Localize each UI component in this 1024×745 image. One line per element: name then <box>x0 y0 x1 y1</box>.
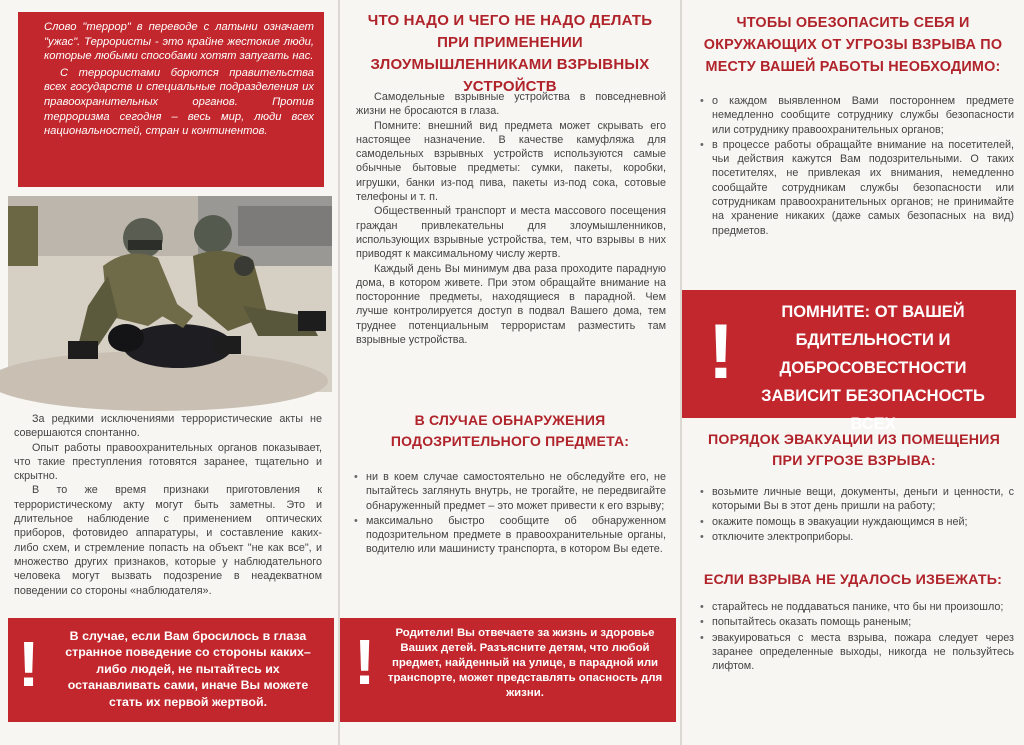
warning-box-left <box>8 618 334 722</box>
body-paragraph-1: За редкими исключениями террористические акты не совершаются спонтанно. <box>14 413 322 440</box>
list-item: • в процессе работы обращайте внимание на посетителей, чьи действия кажутся Вам подозрительными. О таких посетителях, не привлекая их внимания, немедленно сообщайте сотрудникам службы безопасности или сотрудникам правоохранительных органов; не принимайте на хранение никаких (даже самых безопасных на вид) предметов. <box>700 138 1014 238</box>
exclamation-icon: ! <box>708 307 734 395</box>
photo-illustration <box>8 196 332 392</box>
exclamation-icon: ! <box>18 628 40 700</box>
middle-paragraph-4: Каждый день Вы минимум два раза проходите парадную дома, в котором живете. При этом обращайте внимание на посторонние предметы, находящиеся в парадной. Чем лучше контролируется доступ в подвал Вашего дома, тем труднее потенциальным террористам разместить там взрывные устройства. <box>356 262 666 347</box>
list-item: • отключите электроприборы. <box>700 530 1014 544</box>
heading-workplace-safety: ЧТОБЫ ОБЕЗОПАСИТЬ СЕБЯ И ОКРУЖАЮЩИХ ОТ УГРОЗЫ ВЗРЫВА ПО МЕСТУ ВАШЕЙ РАБОТЫ НЕОБХОДИМО: <box>703 15 1003 75</box>
middle-paragraph-3: Общественный транспорт и места массового посещения граждан привлекательны для злоумышленников, использующих взрывные устройства, тем, что взрывы в них приводят к максимальному числу жертв. <box>356 205 666 261</box>
list-item: • о каждом выявленном Вами постороннем предмете немедленно сообщите сотруднику службы безопасности или сотруднику правоохранительных органов; <box>700 94 1014 137</box>
list-item: • возьмите личные вещи, документы, деньги и ценности, с которыми Вы в этот день пришли на работу; <box>700 485 1014 514</box>
list-item: • попытайтесь оказать помощь раненым; <box>700 615 1014 629</box>
heading-suspicious-item: В СЛУЧАЕ ОБНАРУЖЕНИЯ ПОДОЗРИТЕЛЬНОГО ПРЕДМЕТА: <box>390 412 630 449</box>
list-item: • ни в коем случае самостоятельно не обследуйте его, не пытайтесь заглянуть внутрь, не трогайте, не передвигайте обнаруженный предмет – это может привести к его взрыву; <box>354 470 666 513</box>
heading-explosive-devices: ЧТО НАДО И ЧЕГО НЕ НАДО ДЕЛАТЬ ПРИ ПРИМЕНЕНИИ ЗЛОУМЫШЛЕННИКАМИ ВЗРЫВНЫХ УСТРОЙСТВ <box>367 12 653 95</box>
panel-right <box>682 0 1024 745</box>
exclamation-icon: ! <box>354 626 376 698</box>
intro-paragraph-2: С террористами борются правительства всех государств и специальные подразделения их правоохранительных органов. Против терроризма сегодня – весь мир, люди всех национальностей, стран и континентов. <box>44 66 314 138</box>
middle-paragraph-2: Помните: внешний вид предмета может скрывать его настоящее назначение. В качестве камуфляжа для самодельных взрывных устройств используются самые обычные бытовые предметы: сумки, пакеты, коробки, игрушки, банки из-под пива, пакеты из-под сока, сотовые телефоны и т. п. <box>356 119 666 204</box>
evacuation-list <box>700 485 1014 545</box>
remember-text: ПОМНИТЕ: ОТ ВАШЕЙ БДИТЕЛЬНОСТИ И ДОБРОСОВЕСТНОСТИ ЗАВИСИТ БЕЗОПАСНОСТЬ ВСЕХ <box>761 303 985 433</box>
list-item: • максимально быстро сообщите об обнаруженном подозрительном предмете в правоохранительные органы, водителю или машинисту транспорта, в котором Вы едете. <box>354 514 666 557</box>
explosion-actions-list <box>700 600 1014 674</box>
intro-box <box>18 12 324 187</box>
soldiers-arrest-photo <box>8 196 332 392</box>
middle-paragraph-1: Самодельные взрывные устройства в повседневной жизни не бросаются в глаза. <box>356 91 666 118</box>
body-paragraph-2: Опыт работы правоохранительных органов показывает, что такие преступления готовятся заранее, тщательно и скрытно. <box>14 441 322 483</box>
panel-left <box>0 0 338 745</box>
intro-text <box>18 12 324 145</box>
warning-text-middle: Родители! Вы отвечаете за жизнь и здоровье Ваших детей. Разъясните детям, что любой предмет, найденный на улице, в парадной или транспорте, может представлять опасность для жизни. <box>387 627 663 699</box>
list-item: • старайтесь не поддаваться панике, что бы ни произошло; <box>700 600 1014 614</box>
warning-text-left: В случае, если Вам бросилось в глаза странное поведение со стороны каких–либо людей, не пытайтесь их останавливать сами, иначе Вы можете стать их первой жертвой. <box>65 629 311 709</box>
heading-evacuation: ПОРЯДОК ЭВАКУАЦИИ ИЗ ПОМЕЩЕНИЯ ПРИ УГРОЗЕ ВЗРЫВА: <box>708 432 1000 469</box>
panel2-body <box>356 90 666 347</box>
remember-box <box>682 290 1016 433</box>
suspicious-item-list <box>354 470 666 558</box>
intro-paragraph-1: Слово "террор" в переводе с латыни означает "ужас". Террористы - это крайне жестокие люди, которые любыми способами хотят запугать нас. <box>44 21 314 63</box>
workplace-safety-list <box>700 94 1014 239</box>
panel-middle <box>340 0 680 745</box>
body-paragraph-3: В то же время признаки приготовления к террористическому акту могут быть заметны. Это и длительное наблюдение с применением оптических приборов, фотовидео аппаратуры, и составление каких-либо схем, и стремление попасть на объект "не как все", и множество других признаков, которые у наблюдательного человека могут вызвать подозрение в неадекватном поведении со стороны «наблюдателя». <box>14 484 322 597</box>
warning-box-middle <box>340 618 676 722</box>
list-item: • окажите помощь в эвакуации нуждающимся в ней; <box>700 515 1014 529</box>
list-item: • эвакуироваться с места взрыва, пожара следует через заранее определенные выходы, никогда не пользуйтесь лифтом. <box>700 631 1014 674</box>
heading-explosion-unavoidable: ЕСЛИ ВЗРЫВА НЕ УДАЛОСЬ ИЗБЕЖАТЬ: <box>703 572 1003 588</box>
panel1-body <box>14 412 322 598</box>
